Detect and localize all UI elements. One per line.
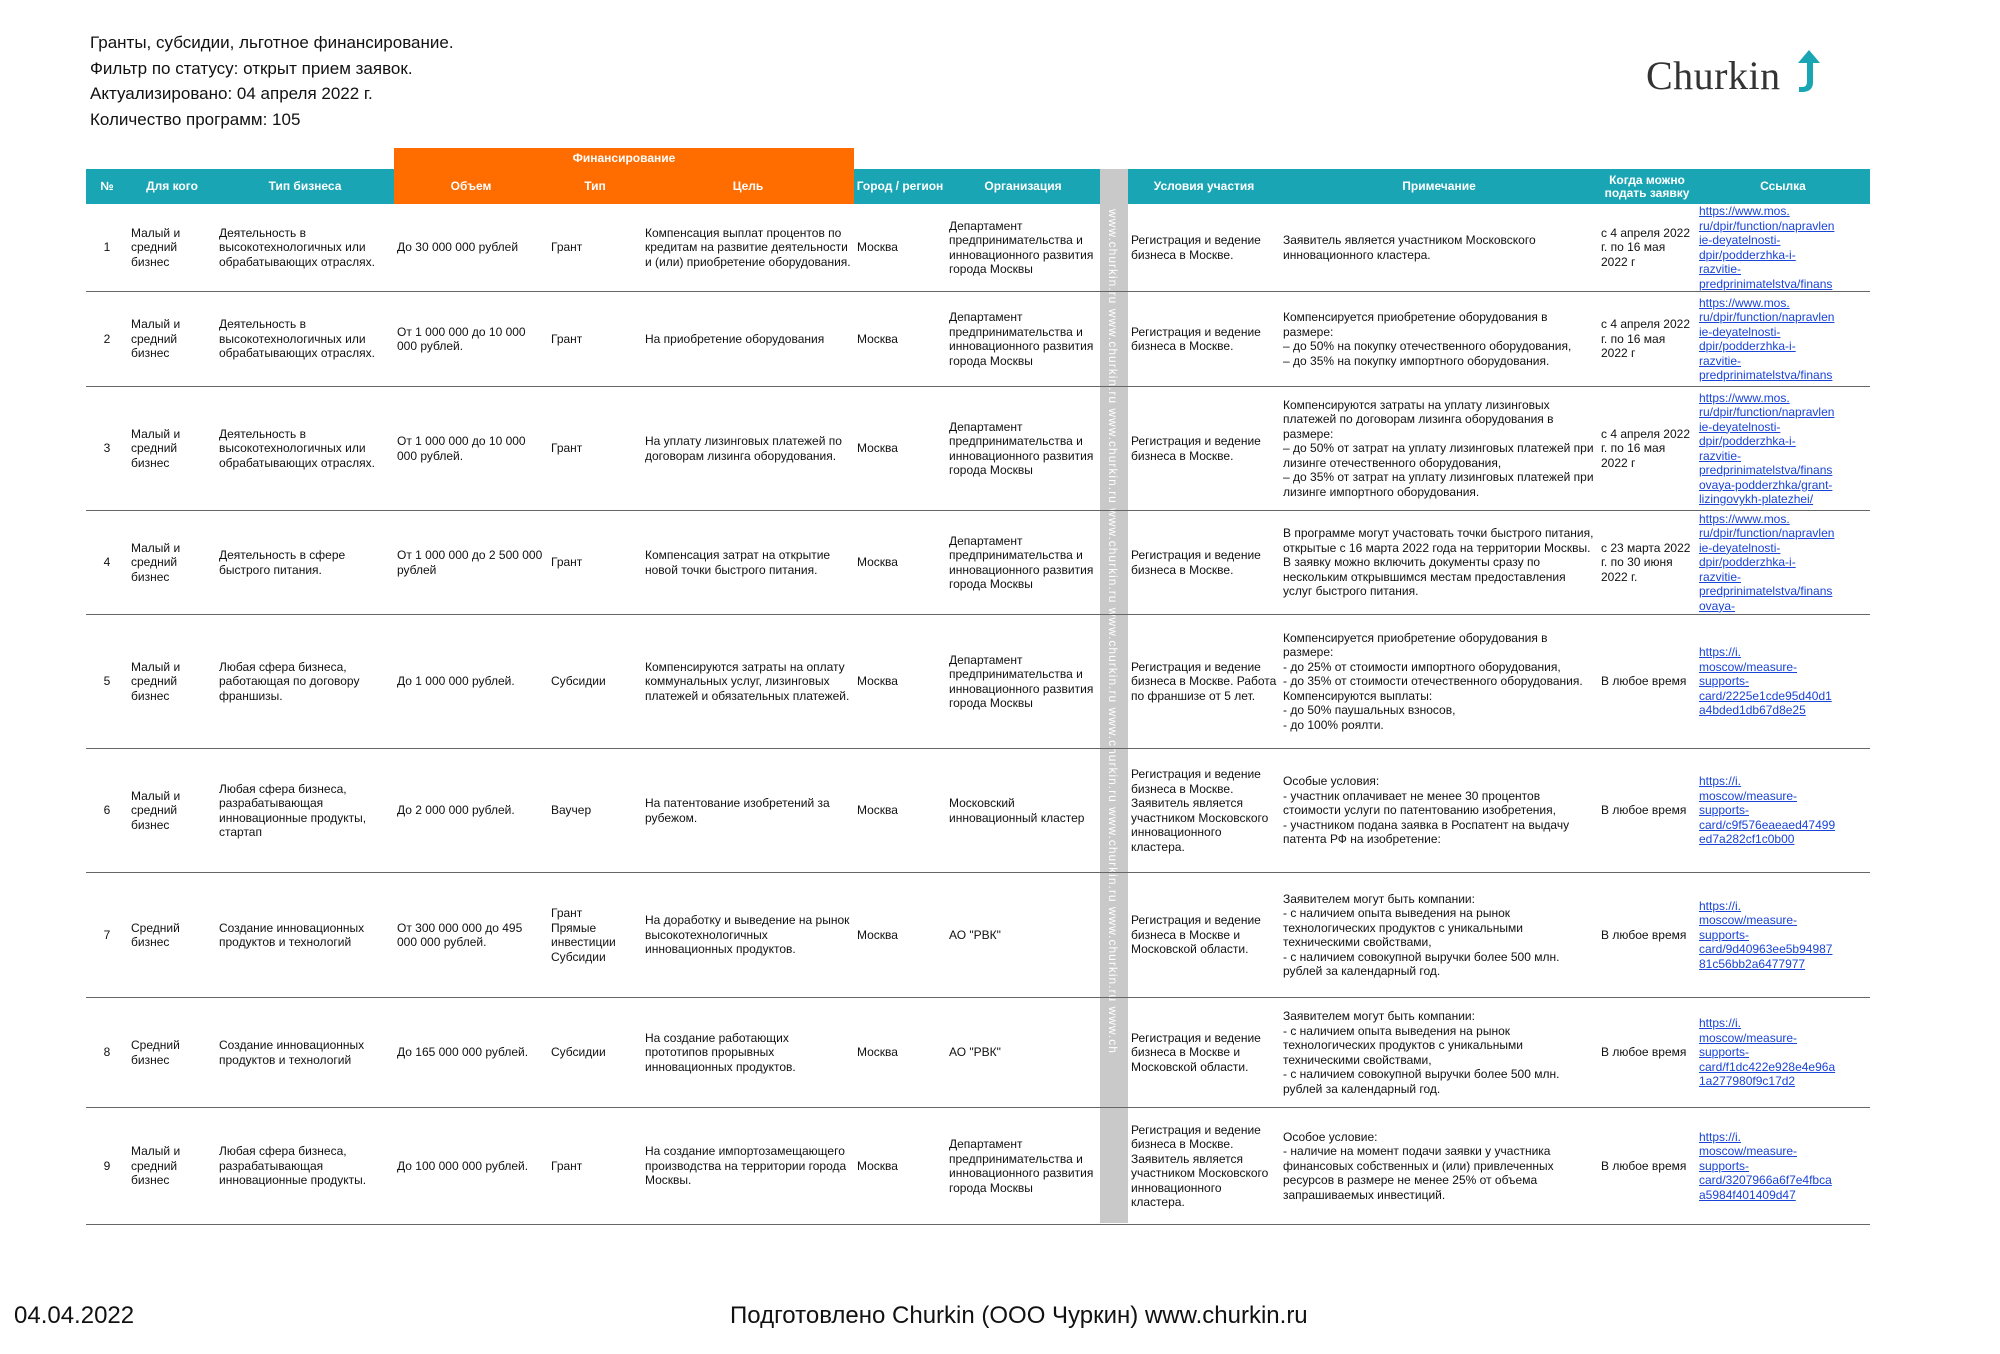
cell-type-text: Грант: [551, 331, 583, 346]
table-header-row: [86, 169, 1870, 204]
cell-conditions: [1128, 873, 1280, 997]
cell-when-text: В любое время: [1601, 1158, 1687, 1173]
header-when: Когда можно подать заявку: [1604, 172, 1690, 200]
header-link: Ссылка: [1760, 179, 1806, 193]
cell-goal-text: На доработку и выведение на рынок высокотехнологичных инновационных продуктов.: [645, 913, 850, 957]
cell-when: [1598, 749, 1696, 872]
cell-conditions: [1128, 749, 1280, 872]
cell-who: [128, 511, 216, 614]
cell-type: [548, 511, 642, 614]
cell-volume-text: До 165 000 000 рублей.: [397, 1045, 529, 1060]
cell-num-text: 8: [103, 1045, 111, 1060]
cell-num: [86, 292, 128, 386]
cell-num-text: 7: [103, 927, 111, 942]
cell-goal-text: Компенсируются затраты на оплату коммунальных услуг, лизинговых платежей и обязательных платежей.: [645, 659, 850, 703]
cell-conditions: [1128, 511, 1280, 614]
info-count: Количество программ: 105: [90, 109, 301, 129]
cell-business-type-text: Деятельность в высокотехнологичных или обрабатывающих отраслях.: [219, 317, 375, 361]
cell-business-type-text: Деятельность в высокотехнологичных или обрабатывающих отраслях.: [219, 426, 375, 470]
cell-conditions-text: Регистрация и ведение бизнеса в Москве. Заявитель является участником Московского инновационного кластера.: [1131, 1122, 1269, 1209]
cell-type: [548, 615, 642, 748]
cell-type-text: Ваучер: [551, 803, 592, 818]
cell-business-type: [216, 511, 394, 614]
document-info: [90, 30, 454, 132]
cell-type: [548, 292, 642, 386]
cell-city-text: Москва: [857, 803, 898, 818]
cell-organization-text: АО "РВК": [949, 1045, 1001, 1060]
cell-num: [86, 998, 128, 1107]
cell-volume-text: До 2 000 000 рублей.: [397, 803, 515, 818]
cell-organization: [946, 292, 1100, 386]
cell-link-text[interactable]: https://i. moscow/measure- supports- card/f1dc422e928e4e96a 1a277980f9c17d2: [1699, 1016, 1836, 1089]
cell-when: [1598, 1108, 1696, 1224]
cell-city-text: Москва: [857, 1045, 898, 1060]
cell-num-text: 3: [103, 441, 111, 456]
cell-organization-text: Департамент предпринимательства и инновационного развития города Москвы: [949, 1137, 1094, 1195]
table-row: [86, 292, 1870, 387]
cell-num: [86, 749, 128, 872]
cell-when: [1598, 873, 1696, 997]
cell-type: [548, 873, 642, 997]
cell-when-text: с 4 апреля 2022 г. по 16 мая 2022 г: [1601, 225, 1690, 269]
cell-when-text: В любое время: [1601, 927, 1687, 942]
cell-type-text: Грант: [551, 555, 583, 570]
cell-note: [1280, 615, 1598, 748]
cell-conditions-text: Регистрация и ведение бизнеса в Москве.: [1131, 548, 1261, 577]
cell-goal-text: На создание работающих прототипов прорывных инновационных продуктов.: [645, 1030, 796, 1074]
cell-goal: [642, 1108, 854, 1224]
cell-volume-text: До 30 000 000 рублей: [397, 240, 519, 255]
cell-goal-text: Компенсация выплат процентов по кредитам на развитие деятельности и (или) приобретение оборудования.: [645, 225, 851, 269]
cell-who-text: Малый и средний бизнес: [131, 1144, 181, 1188]
cell-num-text: 9: [103, 1158, 111, 1173]
cell-business-type: [216, 749, 394, 872]
cell-conditions: [1128, 387, 1280, 510]
header-note: Примечание: [1402, 179, 1476, 193]
table-row: [86, 204, 1870, 292]
cell-goal: [642, 204, 854, 291]
cell-note-text: Заявителем могут быть компании: - с наличием опыта выведения на рынок технологических продуктов с уникальными техническими свойствами, - с наличием совокупной выручки более 500 млн. рублей за календарный год.: [1283, 1009, 1560, 1096]
cell-who-text: Малый и средний бизнес: [131, 788, 181, 832]
cell-city: [854, 615, 946, 748]
cell-note: [1280, 387, 1598, 510]
cell-organization: [946, 998, 1100, 1107]
cell-link-text[interactable]: https://www.mos. ru/dpir/function/napravlen ie-deyatelnosti- dpir/podderzhka-i- razvitie- predprinimatelstva/finans ovaya-podderzhka/grant- lizingovykh-platezhei/: [1699, 390, 1835, 506]
header-type: Тип: [548, 169, 642, 204]
header-org: Организация: [984, 179, 1062, 193]
cell-business-type: [216, 387, 394, 510]
header-conditions: Условия участия: [1153, 179, 1255, 193]
cell-note-text: Компенсируется приобретение оборудования в размере: - до 25% от стоимости импортного оборудования, - до 35% от стоимости отечественного оборудования. Компенсируются выплаты: - до 50% паушальных взносов, - до 100% роялти.: [1283, 630, 1583, 732]
cell-volume-text: От 300 000 000 до 495 000 000 рублей.: [397, 920, 523, 949]
cell-business-type-text: Создание инновационных продуктов и технологий: [219, 920, 365, 949]
cell-link[interactable]: [1696, 998, 1870, 1107]
cell-note: [1280, 511, 1598, 614]
cell-who: [128, 873, 216, 997]
cell-who-text: Малый и средний бизнес: [131, 540, 181, 584]
cell-num-text: 2: [103, 331, 111, 346]
cell-city-text: Москва: [857, 240, 898, 255]
cell-link-text[interactable]: https://www.mos. ru/dpir/function/napravlen ie-deyatelnosti- dpir/podderzhka-i- razvitie- predprinimatelstva/finans: [1699, 295, 1835, 382]
cell-conditions: [1128, 204, 1280, 291]
cell-organization: [946, 511, 1100, 614]
cell-link[interactable]: [1696, 204, 1870, 291]
cell-conditions-text: Регистрация и ведение бизнеса в Москве.: [1131, 233, 1261, 262]
cell-link-text[interactable]: https://i. moscow/measure- supports- card/9d40963ee5b94987 81c56bb2a6477977: [1699, 898, 1833, 971]
cell-business-type: [216, 204, 394, 291]
table-row: [86, 615, 1870, 749]
cell-type: [548, 749, 642, 872]
cell-organization: [946, 749, 1100, 872]
info-filter: Фильтр по статусу: открыт прием заявок.: [90, 58, 413, 78]
cell-note-text: Заявитель является участником Московского инновационного кластера.: [1283, 233, 1536, 262]
cell-num-text: 1: [103, 240, 111, 255]
arrow-up-icon: [1796, 48, 1822, 94]
cell-volume: [394, 998, 548, 1107]
cell-business-type: [216, 292, 394, 386]
cell-goal-text: На уплату лизинговых платежей по договорам лизинга оборудования.: [645, 434, 842, 463]
cell-type: [548, 387, 642, 510]
cell-type-text: Грант: [551, 1158, 583, 1173]
cell-num: [86, 511, 128, 614]
cell-city: [854, 749, 946, 872]
logo-text: Churkin: [1646, 53, 1781, 98]
cell-goal: [642, 511, 854, 614]
cell-conditions-text: Регистрация и ведение бизнеса в Москве и Московской области.: [1131, 1030, 1261, 1074]
cell-volume: [394, 615, 548, 748]
cell-city-text: Москва: [857, 1158, 898, 1173]
cell-when-text: В любое время: [1601, 674, 1687, 689]
cell-num-text: 4: [103, 555, 111, 570]
table-row: [86, 387, 1870, 511]
header-goal: Цель: [642, 169, 854, 204]
cell-goal: [642, 998, 854, 1107]
header-volume: Объем: [394, 169, 548, 204]
cell-conditions-text: Регистрация и ведение бизнеса в Москве.: [1131, 434, 1261, 463]
cell-link[interactable]: [1696, 615, 1870, 748]
cell-when: [1598, 387, 1696, 510]
cell-conditions-text: Регистрация и ведение бизнеса в Москве. Работа по франшизе от 5 лет.: [1131, 659, 1277, 703]
cell-when-text: В любое время: [1601, 803, 1687, 818]
cell-type: [548, 1108, 642, 1224]
cell-business-type: [216, 1108, 394, 1224]
cell-note: [1280, 749, 1598, 872]
cell-volume: [394, 749, 548, 872]
cell-business-type-text: Деятельность в высокотехнологичных или обрабатывающих отраслях.: [219, 225, 375, 269]
cell-who: [128, 292, 216, 386]
cell-type-text: Субсидии: [551, 674, 606, 689]
cell-num: [86, 873, 128, 997]
header-biz: Тип бизнеса: [268, 179, 342, 193]
cell-city: [854, 204, 946, 291]
cell-goal-text: На патентование изобретений за рубежом.: [645, 796, 830, 825]
cell-city-text: Москва: [857, 441, 898, 456]
cell-link[interactable]: [1696, 873, 1870, 997]
cell-note: [1280, 873, 1598, 997]
cell-conditions: [1128, 998, 1280, 1107]
cell-city: [854, 292, 946, 386]
header-city: Город / регион: [856, 179, 944, 193]
cell-goal-text: Компенсация затрат на открытие новой точки быстрого питания.: [645, 548, 831, 577]
cell-business-type-text: Деятельность в сфере быстрого питания.: [219, 548, 346, 577]
cell-business-type-text: Любая сфера бизнеса, разрабатывающая инновационные продукты, стартап: [219, 781, 367, 839]
cell-who-text: Малый и средний бизнес: [131, 659, 181, 703]
footer-date: 04.04.2022: [14, 1302, 135, 1329]
cell-num-text: 5: [103, 674, 111, 689]
cell-link-text[interactable]: https://www.mos. ru/dpir/function/napravlen ie-deyatelnosti- dpir/podderzhka-i- razvitie- predprinimatelstva/finans ovaya-: [1699, 511, 1835, 613]
cell-when: [1598, 204, 1696, 291]
cell-goal: [642, 615, 854, 748]
cell-note-text: Компенсируются затраты на уплату лизинговых платежей по договорам лизинга оборудования в размере: – до 50% от затрат на уплату лизинговых платежей при лизинге отечественного оборудования, – до 35% от затрат на уплату лизинговых платежей при лизинге импортного оборудования.: [1283, 397, 1594, 499]
cell-goal: [642, 292, 854, 386]
cell-goal: [642, 387, 854, 510]
cell-city-text: Москва: [857, 927, 898, 942]
cell-volume-text: До 100 000 000 рублей.: [397, 1158, 529, 1173]
cell-link-text[interactable]: https://www.mos. ru/dpir/function/napravlen ie-deyatelnosti- dpir/podderzhka-i- razvitie- predprinimatelstva/finans: [1699, 204, 1835, 291]
cell-volume-text: От 1 000 000 до 2 500 000 рублей: [397, 548, 543, 577]
cell-link-text[interactable]: https://i. moscow/measure- supports- card/2225e1cde95d40d1 a4bded1db67d8e25: [1699, 645, 1832, 718]
cell-who: [128, 1108, 216, 1224]
watermark-text: www.churkin.ru www.churkin.ru www.churkin.ru www.churkin.ru www.churkin.ru www.churkin.ru www.churkin.ru www.churkin.ru www.ch: [1106, 209, 1120, 1054]
cell-city-text: Москва: [857, 555, 898, 570]
cell-link[interactable]: [1696, 292, 1870, 386]
cell-conditions: [1128, 1108, 1280, 1224]
cell-organization: [946, 1108, 1100, 1224]
cell-goal: [642, 873, 854, 997]
cell-goal-text: На создание импортозамещающего производства на территории города Москвы.: [645, 1144, 847, 1188]
cell-note-text: В программе могут участовать точки быстрого питания, открытые с 16 марта 2022 года на территории Москвы. В заявку можно включить документы сразу по нескольким открывшимся местам предоставления услуг быстрого питания.: [1283, 526, 1594, 599]
cell-organization-text: Департамент предпринимательства и инновационного развития города Москвы: [949, 310, 1094, 368]
cell-city-text: Москва: [857, 331, 898, 346]
cell-organization: [946, 615, 1100, 748]
table-row: [86, 1108, 1870, 1225]
cell-city: [854, 511, 946, 614]
cell-note: [1280, 292, 1598, 386]
cell-link-text[interactable]: https://i. moscow/measure- supports- card/3207966a6f7e4fbca a5984f401409d47: [1699, 1129, 1832, 1202]
cell-who: [128, 204, 216, 291]
table-row: [86, 749, 1870, 873]
cell-who-text: Малый и средний бизнес: [131, 426, 181, 470]
cell-who: [128, 387, 216, 510]
cell-conditions-text: Регистрация и ведение бизнеса в Москве и Московской области.: [1131, 913, 1261, 957]
cell-volume: [394, 387, 548, 510]
cell-organization-text: Департамент предпринимательства и инновационного развития города Москвы: [949, 533, 1094, 591]
cell-when-text: с 4 апреля 2022 г. по 16 мая 2022 г: [1601, 426, 1690, 470]
cell-conditions-text: Регистрация и ведение бизнеса в Москве. Заявитель является участником Московского инновационного кластера.: [1131, 767, 1269, 854]
cell-num: [86, 1108, 128, 1224]
cell-type-text: Грант: [551, 240, 583, 255]
cell-when: [1598, 292, 1696, 386]
cell-conditions: [1128, 292, 1280, 386]
cell-business-type: [216, 615, 394, 748]
cell-when: [1598, 615, 1696, 748]
cell-goal: [642, 749, 854, 872]
cell-conditions: [1128, 615, 1280, 748]
header-who: Для кого: [146, 179, 198, 193]
table-row: [86, 873, 1870, 998]
cell-organization: [946, 387, 1100, 510]
cell-organization: [946, 873, 1100, 997]
cell-volume-text: От 1 000 000 до 10 000 000 рублей.: [397, 324, 526, 353]
cell-organization-text: АО "РВК": [949, 927, 1001, 942]
cell-type-text: Грант: [551, 441, 583, 456]
cell-link[interactable]: [1696, 511, 1870, 614]
cell-num: [86, 615, 128, 748]
cell-city: [854, 998, 946, 1107]
table-row: [86, 511, 1870, 615]
cell-link[interactable]: [1696, 749, 1870, 872]
cell-who-text: Малый и средний бизнес: [131, 317, 181, 361]
cell-organization-text: Департамент предпринимательства и инновационного развития города Москвы: [949, 218, 1094, 276]
cell-link[interactable]: [1696, 387, 1870, 510]
cell-note: [1280, 1108, 1598, 1224]
cell-who: [128, 615, 216, 748]
cell-organization-text: Московский инновационный кластер: [949, 796, 1085, 825]
cell-volume: [394, 1108, 548, 1224]
cell-volume-text: До 1 000 000 рублей.: [397, 674, 515, 689]
header-num: №: [100, 179, 114, 193]
cell-business-type-text: Любая сфера бизнеса, работающая по договору франшизы.: [219, 659, 360, 703]
cell-num: [86, 387, 128, 510]
cell-organization-text: Департамент предпринимательства и инновационного развития города Москвы: [949, 419, 1094, 477]
cell-volume: [394, 292, 548, 386]
cell-when-text: с 23 марта 2022 г. по 30 июня 2022 г.: [1601, 540, 1691, 584]
cell-city: [854, 387, 946, 510]
cell-who-text: Малый и средний бизнес: [131, 225, 181, 269]
cell-who-text: Средний бизнес: [131, 920, 180, 949]
cell-business-type-text: Создание инновационных продуктов и технологий: [219, 1038, 365, 1067]
cell-who-text: Средний бизнес: [131, 1038, 180, 1067]
cell-link[interactable]: [1696, 1108, 1870, 1224]
cell-volume-text: От 1 000 000 до 10 000 000 рублей.: [397, 434, 526, 463]
cell-type-text: Субсидии: [551, 1045, 606, 1060]
cell-note-text: Особые условия: - участник оплачивает не менее 30 процентов стоимости услуги по патентованию изобретения, - участником подана заявка в Роспатент на выдачу патента РФ на изобретение:: [1283, 774, 1570, 847]
cell-volume: [394, 511, 548, 614]
churkin-logo: [1646, 48, 1816, 100]
cell-note: [1280, 204, 1598, 291]
cell-when-text: с 4 апреля 2022 г. по 16 мая 2022 г: [1601, 317, 1690, 361]
cell-organization: [946, 204, 1100, 291]
cell-organization-text: Департамент предпринимательства и инновационного развития города Москвы: [949, 652, 1094, 710]
cell-num-text: 6: [103, 803, 111, 818]
cell-city: [854, 873, 946, 997]
watermark-header-cap: [1100, 169, 1128, 204]
cell-num: [86, 204, 128, 291]
info-title: Гранты, субсидии, льготное финансирование.: [90, 33, 454, 52]
cell-note: [1280, 998, 1598, 1107]
cell-note-text: Компенсируется приобретение оборудования в размере: – до 50% на покупку отечественного оборудования, – до 35% на покупку импортного оборудования.: [1283, 310, 1572, 368]
cell-city: [854, 1108, 946, 1224]
cell-note-text: Заявителем могут быть компании: - с наличием опыта выведения на рынок технологических продуктов с уникальными техническими свойствами, - с наличием совокупной выручки более 500 млн. рублей за календарный год.: [1283, 891, 1560, 978]
financing-group-header: Финансирование: [394, 148, 854, 169]
cell-volume: [394, 204, 548, 291]
cell-who: [128, 749, 216, 872]
cell-note-text: Особое условие: - наличие на момент подачи заявки у участника финансовых собственных и (или) привлеченных ресурсов в размере не менее 25% от объема запрашиваемых инвестиций.: [1283, 1129, 1554, 1202]
cell-type: [548, 998, 642, 1107]
cell-when-text: В любое время: [1601, 1045, 1687, 1060]
cell-business-type-text: Любая сфера бизнеса, разрабатывающая инновационные продукты.: [219, 1144, 367, 1188]
cell-goal-text: На приобретение оборудования: [645, 331, 825, 346]
cell-when: [1598, 998, 1696, 1107]
info-updated: Актуализировано: 04 апреля 2022 г.: [90, 84, 373, 103]
cell-link-text[interactable]: https://i. moscow/measure- supports- card/c9f576eaeaed47499 ed7a282cf1c0b00: [1699, 774, 1836, 847]
cell-business-type: [216, 873, 394, 997]
cell-conditions-text: Регистрация и ведение бизнеса в Москве.: [1131, 324, 1261, 353]
table-row: [86, 998, 1870, 1108]
cell-when: [1598, 511, 1696, 614]
cell-city-text: Москва: [857, 674, 898, 689]
cell-type-text: Грант Прямые инвестиции Субсидии: [551, 906, 616, 964]
cell-who: [128, 998, 216, 1107]
cell-type: [548, 204, 642, 291]
footer-prepared-by: Подготовлено Churkin (ООО Чуркин) www.churkin.ru: [730, 1302, 1308, 1329]
cell-volume: [394, 873, 548, 997]
cell-business-type: [216, 998, 394, 1107]
